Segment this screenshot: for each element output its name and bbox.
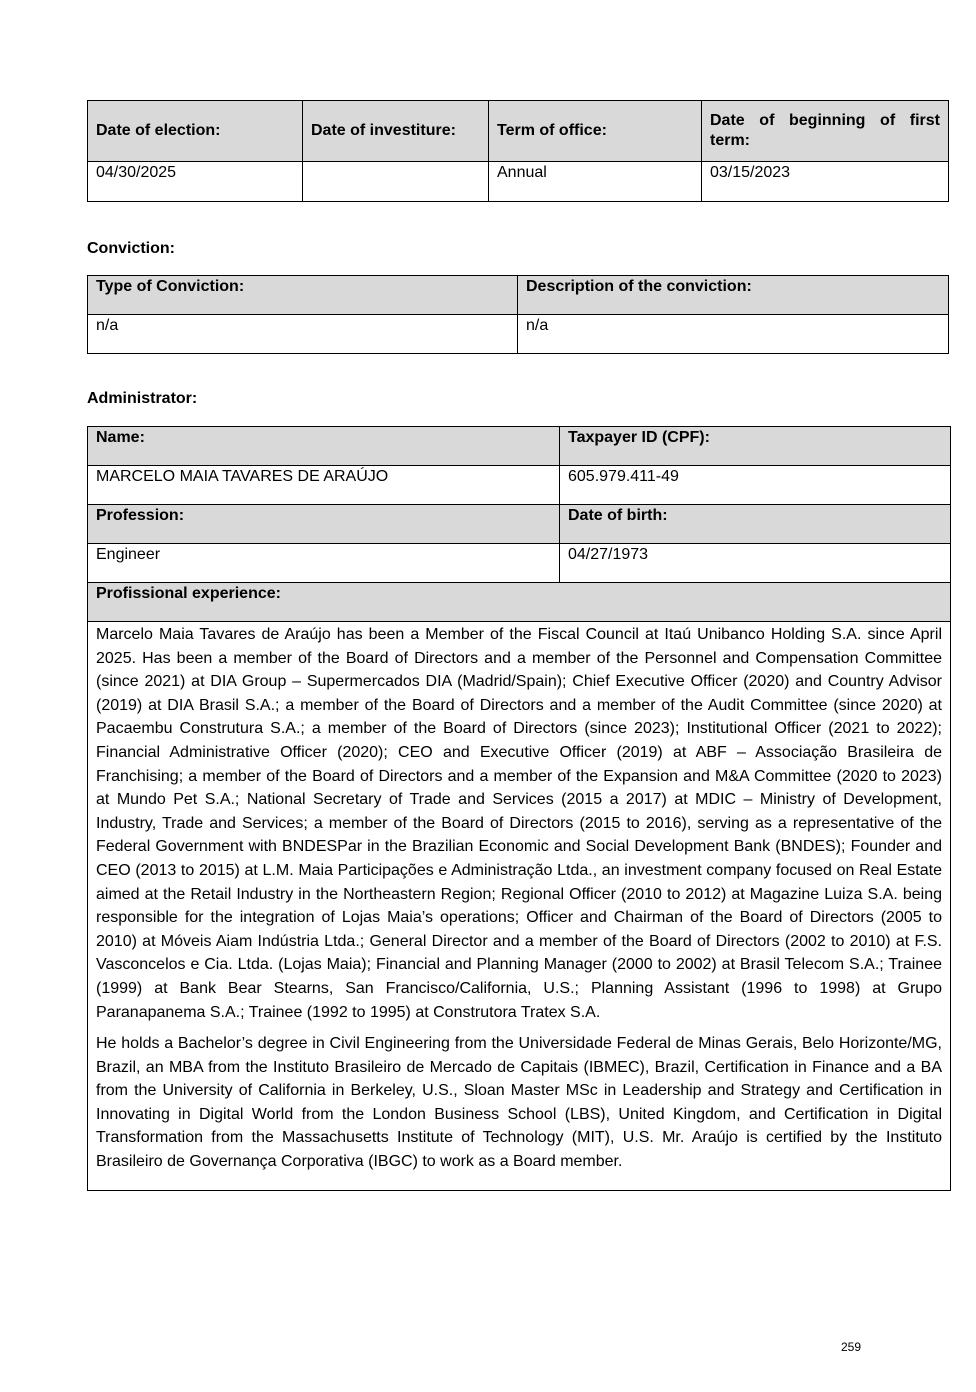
type-of-conviction-value: n/a bbox=[88, 315, 518, 354]
date-of-election-header: Date of election: bbox=[88, 101, 303, 162]
cpf-header: Taxpayer ID (CPF): bbox=[560, 427, 951, 466]
date-of-birth-header: Date of birth: bbox=[560, 505, 951, 544]
page-number: 259 bbox=[841, 1340, 862, 1354]
cpf-value: 605.979.411-49 bbox=[560, 466, 951, 505]
administrator-title: Administrator: bbox=[87, 390, 198, 407]
date-of-investiture-header: Date of investiture: bbox=[303, 101, 489, 162]
date-of-election-value: 04/30/2025 bbox=[88, 162, 303, 202]
profession-value: Engineer bbox=[88, 544, 560, 583]
professional-experience-header: Profissional experience: bbox=[88, 583, 951, 622]
date-of-birth-value: 04/27/1973 bbox=[560, 544, 951, 583]
profession-header: Profession: bbox=[88, 505, 560, 544]
date-of-investiture-value bbox=[303, 162, 489, 202]
description-of-conviction-header: Description of the conviction: bbox=[518, 276, 949, 315]
conviction-table bbox=[87, 275, 949, 354]
name-value: MARCELO MAIA TAVARES DE ARAÚJO bbox=[88, 466, 560, 505]
conviction-title: Conviction: bbox=[87, 240, 175, 257]
term-of-office-header: Term of office: bbox=[489, 101, 702, 162]
experience-paragraph-career: Marcelo Maia Tavares de Araújo has been a Member of the Fiscal Council at Itaú Unibanco Holding S.A. since April 2025. Has been a member of the Board of Directors and a member of the Personnel and Compensation Committee (since 2021) at DIA Group – Supermercados DIA (Madrid/Spain); Chief Executive Officer (2020) and Country Advisor (2019) at DIA Brasil S.A.; a member of the Board of Directors and a member of the Audit Committee (since 2020) at Pacaembu Construtura S.A.; a member of the Board of Directors (since 2023); Institutional Officer (2021 to 2022); Financial Administrative Officer (2020); CEO and Executive Officer (2019) at ABF – Associação Brasileira de Franchising; a member of the Board of Directors and a member of the Expansion and M&A Committee (2020 to 2023) at Mundo Pet S.A.; National Secretary of Trade and Services (2015 a 2017) at MDIC – Ministry of Development, Industry, Trade and Services; a member of the Board of Directors (2015 to 2016), serving as a representative of the Federal Government with BNDESPar in the Brazilian Economic and Social Development Bank (BNDES); Founder and CEO (2013 to 2015) at L.M. Maia Participações e Administração Ltda., an investment company focused on Real Estate aimed at the Retail Industry in the Northeastern Region; Regional Officer (2010 to 2012) at Magazine Luiza S.A. being responsible for the integration of Lojas Maia’s operations; Officer and Chairman of the Board of Directors (2005 to 2010) at Móveis Aiam Indústria Ltda.; General Director and a member of the Board of Directors (2002 to 2010) at F.S. Vasconcelos e Cia. Ltda. (Lojas Maia); Financial and Planning Manager (2000 to 2002) at Brasil Telecom S.A.; Trainee (1999) at Bank Bear Stearns, San Francisco/California, U.S.; Planning Assistant (1996 to 1998) at Grupo Paranapanema S.A.; Trainee (1992 to 1995) at Construtora Tratex S.A. bbox=[96, 626, 942, 1021]
administrator-table bbox=[87, 426, 951, 1191]
date-of-beginning-value: 03/15/2023 bbox=[702, 162, 949, 202]
term-of-office-value: Annual bbox=[489, 162, 702, 202]
date-of-beginning-header: Date of beginning of first term: bbox=[702, 101, 949, 162]
professional-experience-body bbox=[88, 622, 951, 1191]
description-of-conviction-value: n/a bbox=[518, 315, 949, 354]
experience-paragraph-education: He holds a Bachelor’s degree in Civil Engineering from the Universidade Federal de Minas Gerais, Belo Horizonte/MG, Brazil, an MBA from the Instituto Brasileiro de Mercado de Capitais (IBMEC), Brazil, Certification in Finance and a BA from the University of California in Berkeley, U.S., Sloan Master MSc in Leadership and Strategy and Certification in Innovating in Digital World from the London Business School (LBS), United Kingdom, and Certification in Digital Transformation from the Massachusetts Institute of Technology (MIT), U.S. Mr. Araújo is certified by the Instituto Brasileiro de Governança Corporativa (IBGC) to work as a Board member. bbox=[96, 1035, 942, 1171]
type-of-conviction-header: Type of Conviction: bbox=[88, 276, 518, 315]
name-header: Name: bbox=[88, 427, 560, 466]
election-table bbox=[87, 100, 949, 202]
